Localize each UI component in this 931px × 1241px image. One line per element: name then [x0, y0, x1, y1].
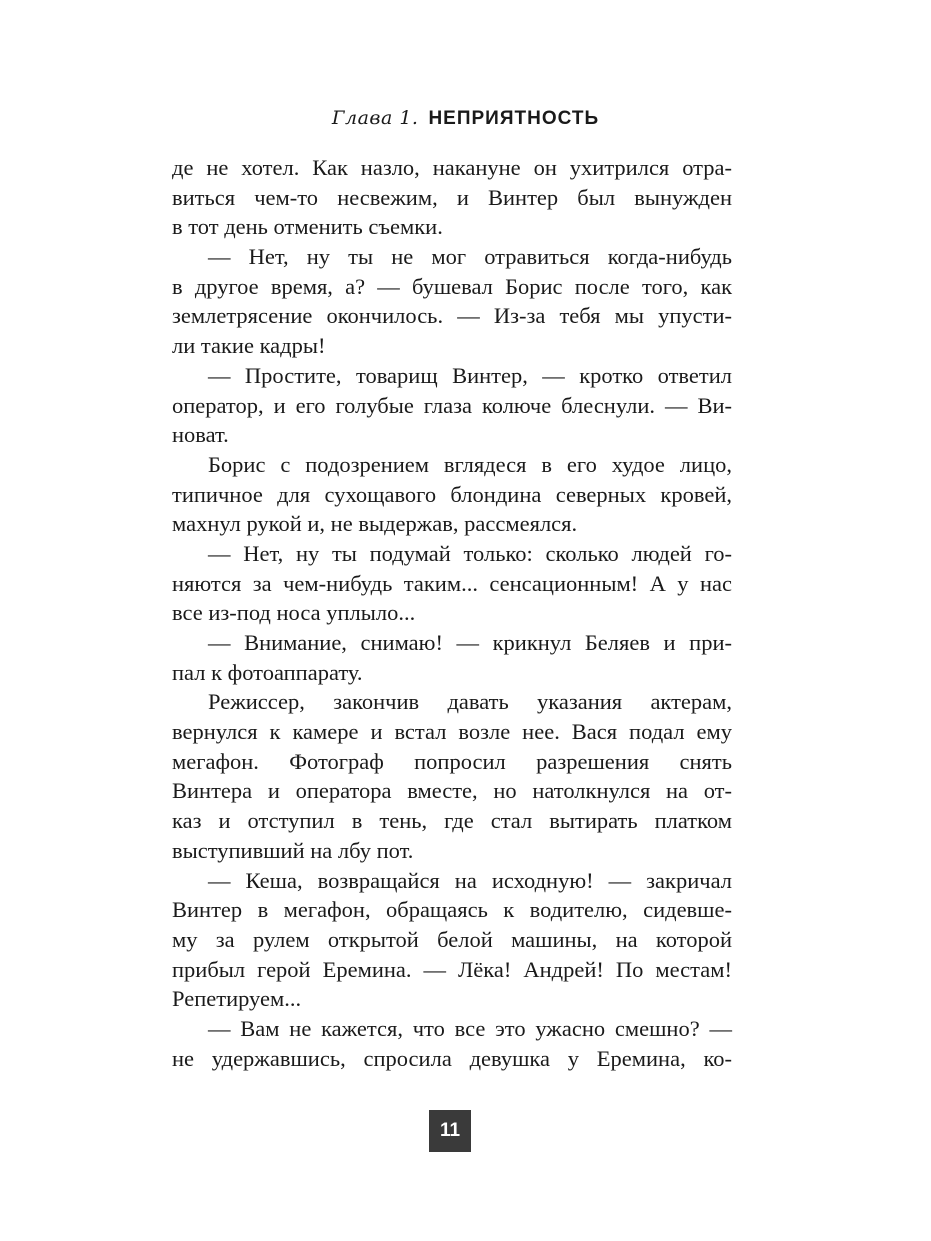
text-line: выступивший на лбу пот. [172, 837, 414, 863]
text-line: — Кеша, возвращайся на исходную! — закричал [208, 867, 732, 893]
text-line: — Простите, товарищ Винтер, — кротко ответил [208, 362, 732, 388]
page-number: 11 [429, 1110, 471, 1152]
text-line: Борис с подозрением вглядеся в его худое лицо, [208, 451, 732, 477]
text-line: оператор, и его голубые глаза колюче блеснули. — Ви- [172, 392, 732, 418]
text-line: пал к фотоаппарату. [172, 659, 363, 685]
text-line: Винтера и оператора вместе, но натолкнулся на от- [172, 778, 732, 804]
text-line: — Внимание, снимаю! — крикнул Беляев и при- [208, 630, 732, 655]
text-line: му за рулем открытой белой машины, на которой [172, 926, 732, 952]
text-line: в тот день отменить съемки. [172, 214, 443, 240]
text-line: в другое время, а? — бушевал Борис после того, как [172, 273, 732, 299]
text-line: — Нет, ну ты не мог отравиться когда-нибудь [208, 244, 732, 270]
chapter-title: НЕПРИЯТНОСТЬ [428, 108, 600, 129]
text-line: землетрясение окончилось. — Из-за тебя мы упусти- [172, 303, 732, 329]
text-line: мегафон. Фотограф попросил разрешения снять [172, 748, 732, 774]
text-line: махнул рукой и, не выдержав, рассмеялся. [172, 511, 578, 537]
text-line: новат. [172, 422, 229, 448]
text-line: де не хотел. Как назло, накануне он ухитрился отра- [172, 155, 732, 180]
text-line: — Нет, ну ты подумай только: сколько людей го- [208, 540, 732, 566]
text-line: типичное для сухощавого блондина северных кровей, [172, 481, 732, 507]
text-line: не удержавшись, спросила девушка у Еремина, ко- [172, 1045, 732, 1071]
running-header [0, 104, 931, 133]
text-line: ли такие кадры! [172, 333, 326, 359]
text-line: няются за чем-нибудь таким... сенсационным! А у нас [172, 570, 732, 596]
text-line: каз и отступил в тень, где стал вытирать платком [172, 808, 732, 834]
text-line: вернулся к камере и встал возле нее. Вася подал ему [172, 719, 732, 745]
text-line: Репетируем... [172, 986, 302, 1012]
text-line: — Вам не кажется, что все это ужасно смешно? — [208, 1015, 732, 1041]
text-line: виться чем-то несвежим, и Винтер был вынужден [172, 184, 732, 210]
text-line: прибыл герой Еремина. — Лёка! Андрей! По местам! [172, 956, 732, 982]
text-line: Режиссер, закончив давать указания актерам, [208, 689, 732, 715]
chapter-label: Глава 1. [331, 107, 419, 129]
body-text [172, 153, 732, 1073]
text-line: все из-под носа уплыло... [172, 600, 416, 626]
text-line: Винтер в мегафон, обращаясь к водителю, сидевше- [172, 897, 732, 923]
